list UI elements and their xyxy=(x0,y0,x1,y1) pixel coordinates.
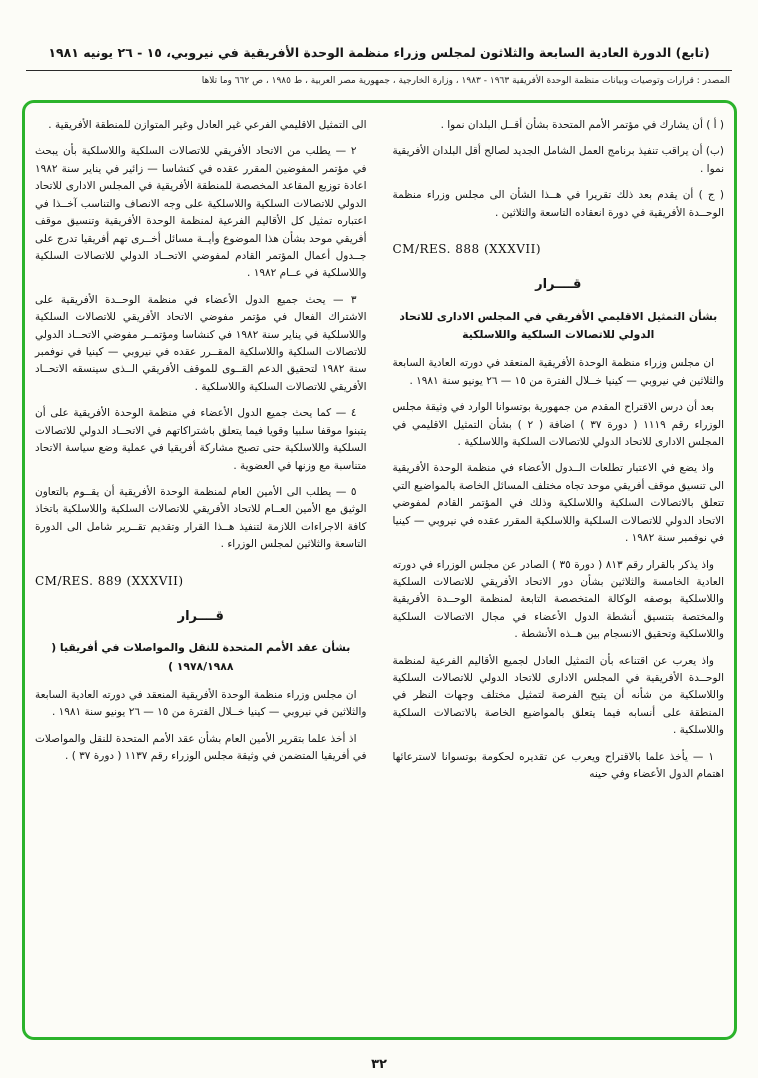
paragraph-item-b: (ب) أن يراقب تنفيذ برنامج العمل الشامل الجديد لصالح أقل البلدان الأفريقية نموا . xyxy=(392,145,724,175)
paragraph: واذ يذكر بالقرار رقم ٨١٣ ( دورة ٣٥ ) الصادر عن مجلس الوزراء في دورته العادية الخامسة والثلاثين بشأن دور الاتحاد الأفريقي للاتصالات السلكية واللاسلكية بوصفه الوكالة المتخصصة التابعة لمنظمة الوحــدة الأفريقية والمختصة بتنسيق أنشطة الدول الأعضاء في مجال الاتصالات السلكية واللاسلكية وتحقيق الانسجام بين هــذه الأنشطة . xyxy=(392,558,724,641)
paragraph: اذ أخذ علما بتقرير الأمين العام بشأن عقد الأمم المتحدة للنقل والمواصلات في أفريقيا المتضمن في وثيقة مجلس الوزراء رقم ١١٣٧ ( دورة ٣٧ ) . xyxy=(35,732,367,763)
header-rule xyxy=(26,70,732,71)
source-line: المصدر : قرارات وتوصيات وبيانات منظمة الوحدة الأفريقية ١٩٦٣ - ١٩٨٣ ، وزارة الخارجية ، جمهورية مصر العربية ، ط ١٩٨٥ ، ص ٦٦٢ وما تلاها xyxy=(201,75,730,86)
paragraph: واذ يضع في الاعتبار تطلعات الــدول الأعضاء في منظمة الوحدة الأفريقية الى تنسيق موقف أفريقي موحد تجاه مختلف المسائل الخاصة بالمواضيع التي تتعلق بالاتصالات السلكية واللاسلكية وذلك في المؤتمر القادم لمفوضي الاتحاد الدولي للاتصالات السلكية واللاسلكية المقرر عقده في نيروبي — كينيا في نوفمبر سنة ١٩٨٢ . xyxy=(392,462,724,545)
paragraph-item-c: ( ج ) أن يقدم بعد ذلك تقريرا في هــذا الشأن الى مجلس وزراء منظمة الوحــدة الأفريقية في دورة انعقاده التاسعة والثلاثين . xyxy=(392,189,724,219)
resolution-title: قــــرار xyxy=(177,608,224,624)
right-column xyxy=(393,117,725,1027)
resolution-ref-889: CM/RES. 889 (XXXVII) xyxy=(35,573,184,588)
paragraph: بعد أن درس الاقتراح المقدم من جمهورية بوتسوانا الوارد في وثيقة مجلس الوزراء رقم ١١١٩ ( دورة ٣٧ ) اضافة ( ٢ ) بشأن التمثيل الاقليمي في المجلس الادارى للاتحاد الدولي للاتصالات السلكية واللاسلكية . xyxy=(392,401,724,448)
paragraph: واذ يعرب عن اقتناعه بأن التمثيل العادل لجميع الأقاليم الفرعية لمنظمة الوحــدة الأفريقية في المجلس الادارى للاتحاد الدولي للاتصالات السلكية واللاسلكية من شأنه أن يتيح الفرصة لتمثيل مختلف وجهات النظر في المنطقة على أنسابه فيما يتعلق بالمواضيع الخاصة بالاتصالات السلكية واللاسلكية . xyxy=(392,654,724,737)
left-column xyxy=(35,117,367,1027)
paragraph-operative-4: ٤ — كما يحث جميع الدول الأعضاء في منظمة الوحدة الأفريقية على أن يتبنوا موقفا سلبيا وقويا فيما يتعلق باشتراكاتهم في الاتحــاد الدولي للاتصالات السلكية واللاسلكية حتى تصبح مشاركة أفريقيا في عملية وضع سياسة الاتحاد متناسبة مع وزنها في العضوية . xyxy=(35,407,367,472)
paragraph-continuation: الى التمثيل الاقليمي الفرعي غير العادل وغير المتوازن للمنطقة الأفريقية . xyxy=(48,119,367,131)
content-frame xyxy=(22,100,737,1040)
resolution-subject: بشأن عقد الأمم المتحدة للنقل والمواصلات في أفريقيا ( ١٩٧٨/١٩٨٨ ) xyxy=(51,641,351,673)
page-number: ٣٢ xyxy=(371,1057,387,1072)
paragraph-operative-2: ٢ — يطلب من الاتحاد الأفريقي للاتصالات السلكية واللاسلكية بأن يبحث في مؤتمر المفوضين المقرر عقده في كنشاسا — زائير في يناير سنة ١٩٨٢ اعادة توزيع المقاعد المخصصة للمنطقة الأفريقية في المجلس الادارى للاتحاد الدولي للاتصالات السلكية واللاسلكية على وجه الانصاف والتناسب آخــذا في اعتباره تمثيل كل الأقاليم الفرعية لمنظمة الوحدة الأفريقية وتنسيق موقف أفريقي موحد بشأن هذا الموضوع وأيــة مسائل أخــرى تهم أفريقيا تدرج على جــدول أعمال المؤتمر القادم لمفوضي الاتحــاد الدولي للاتصالات السلكية واللاسلكية في عــام ١٩٨٢ . xyxy=(35,145,367,280)
content-columns xyxy=(35,117,724,1027)
paragraph-operative-5: ٥ — يطلب الى الأمين العام لمنظمة الوحدة الأفريقية أن يقــوم بالتعاون الوثيق مع الأمين العــام للاتحاد الأفريقي للاتصالات السلكية واللاسلكية باتخاذ كافة الاجراءات اللازمة لتنفيذ هــذا القرار وتقديم تقــرير شامل الى الدورة التاسعة والثلاثين لمجلس الوزراء . xyxy=(35,486,367,551)
page-header: (تابع) الدورة العادية السابعة والثلاثون لمجلس وزراء منظمة الوحدة الأفريقية في نيروبي، ١٥ - ٢٦ يونيه ١٩٨١ xyxy=(48,45,710,60)
paragraph-operative-3: ٣ — يحث جميع الدول الأعضاء في منظمة الوحــدة الأفريقية على الاشتراك الفعال في مؤتمر مفوضي الاتحاد الأفريقي للاتصالات السلكية واللاسلكية في يناير سنة ١٩٨٢ في كنشاسا ومؤتمــر مفوضي الاتحــاد الدولي للاتصالات السلكية واللاسلكية المقــرر عقده في نيروبي — كينيا في نوفمبر سنة ١٩٨٢ لتحقيق الدعم القــوى للموقف الأفريقي الــذى سينسقه الاتحــاد الأفريقي للاتصالات السلكية واللاسلكية . xyxy=(35,293,367,393)
resolution-title: قــــرار xyxy=(535,277,582,293)
resolution-ref-888: CM/RES. 888 (XXXVII) xyxy=(392,242,542,257)
paragraph-item-a: ( أ ) أن يشارك في مؤتمر الأمم المتحدة بشأن أقــل البلدان نموا . xyxy=(440,119,724,131)
paragraph-operative-1: ١ — يأخذ علما بالاقتراح ويعرب عن تقديره لحكومة بوتسوانا لاسترعائها اهتمام الدول الأعضاء وفي حينه xyxy=(392,750,724,781)
paragraph: ان مجلس وزراء منظمة الوحدة الأفريقية المنعقد في دورته العادية السابعة والثلاثين في نيروبي — كينيا خــلال الفترة من ١٥ — ٢٦ يونيو سنة ١٩٨١ . xyxy=(392,357,724,387)
resolution-subject: بشأن التمثيل الاقليمي الأفريقي في المجلس الادارى للاتحاد الدولي للاتصالات السلكية واللاسلكية xyxy=(399,309,718,341)
paragraph: ان مجلس وزراء منظمة الوحدة الأفريقية المنعقد في دورته العادية السابعة والثلاثين في نيروبي — كينيا خــلال الفترة من ١٥ — ٢٦ يونيو سنة ١٩٨١ . xyxy=(35,688,367,719)
